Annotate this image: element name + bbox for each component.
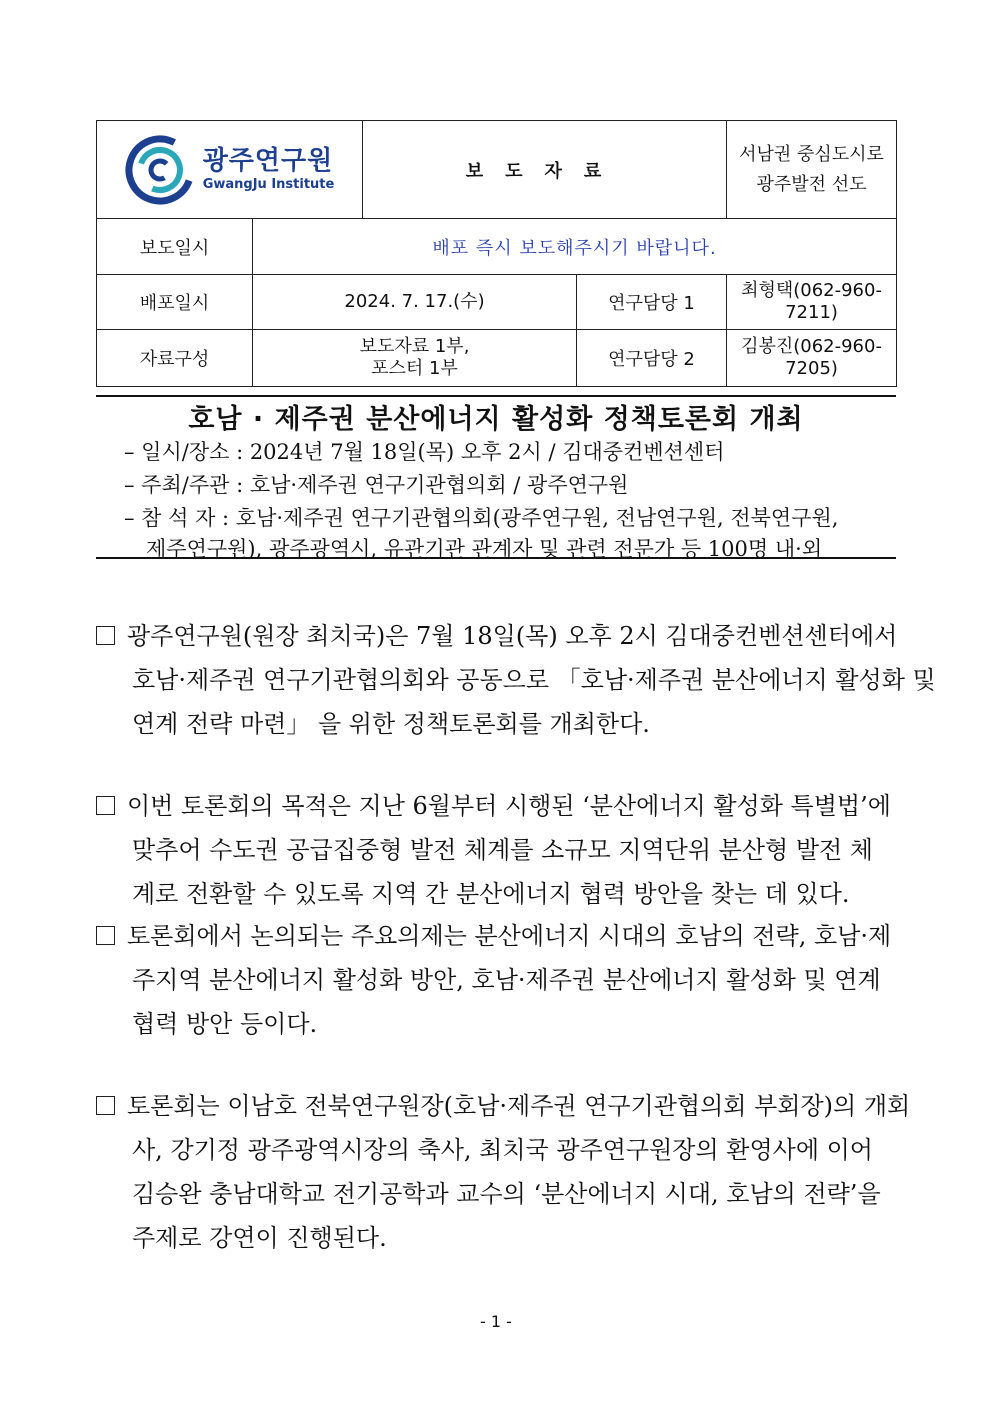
info-line-attendees: – 참 석 자 : 호남·제주권 연구기관협의회(광주연구원, 전남연구원, 전북연구원, bbox=[124, 506, 839, 530]
info-line-schedule: – 일시/장소 : 2024년 7월 18일(목) 오후 2시 / 김대중컨벤션센터 bbox=[124, 440, 725, 464]
material-composition-label: 자료구성 bbox=[97, 330, 253, 387]
distribution-date-value: 2024. 7. 17.(수) bbox=[253, 275, 577, 330]
report-date-value: 배포 즉시 보도해주시기 바랍니다. bbox=[253, 219, 897, 275]
bullet-box-icon bbox=[96, 796, 115, 815]
paragraph-3 bbox=[96, 914, 896, 1046]
slogan-line-1: 서남권 중심도시로 bbox=[739, 143, 884, 165]
paragraph-line: 맞추어 수도권 공급집중형 발전 체계를 소규모 지역단위 분산형 발전 체 bbox=[132, 836, 873, 864]
gwangju-institute-logo-icon bbox=[125, 135, 195, 205]
headline: 호남 · 제주권 분산에너지 활성화 정책토론회 개최 bbox=[188, 404, 804, 435]
paragraph-line: 협력 방안 등이다. bbox=[132, 1010, 318, 1038]
researcher-2-label: 연구담당 2 bbox=[577, 330, 727, 387]
document-type-title: 보도자료 bbox=[363, 121, 727, 219]
paragraph-line: 토론회에서 논의되는 주요의제는 분산에너지 시대의 호남의 전략, 호남·제 bbox=[127, 922, 892, 950]
material-line-2: 포스터 1부 bbox=[371, 358, 458, 379]
paragraph-line: 광주연구원(원장 최치국)은 7월 18일(목) 오후 2시 김대중컨벤션센터에서 bbox=[127, 622, 898, 650]
report-date-label: 보도일시 bbox=[97, 219, 253, 275]
researcher-1-value: 최형택(062-960-7211) bbox=[727, 275, 897, 330]
slogan bbox=[727, 121, 897, 219]
bullet-box-icon bbox=[96, 926, 115, 945]
paragraph-line: 주지역 분산에너지 활성화 방안, 호남·제주권 분산에너지 활성화 및 연계 bbox=[132, 966, 881, 994]
info-line-attendees-cont: 제주연구원), 광주광역시, 유관기관 관계자 및 관련 전문가 등 100명 내·외 bbox=[146, 537, 823, 561]
bullet-box-icon bbox=[96, 626, 115, 645]
page-number: - 1 - bbox=[480, 1312, 512, 1331]
paragraph-line: 연계 전략 마련」 을 위한 정책토론회를 개최한다. bbox=[132, 710, 650, 738]
paragraph-line: 계로 전환할 수 있도록 지역 간 분산에너지 협력 방안을 찾는 데 있다. bbox=[132, 880, 850, 908]
bullet-box-icon bbox=[96, 1096, 115, 1115]
press-header-table bbox=[96, 120, 897, 387]
researcher-2-value: 김봉진(062-960-7205) bbox=[727, 330, 897, 387]
logo bbox=[97, 135, 362, 205]
slogan-line-2: 광주발전 선도 bbox=[756, 173, 867, 195]
material-composition-value bbox=[253, 330, 577, 387]
paragraph-line: 사, 강기정 광주광역시장의 축사, 최치국 광주연구원장의 환영사에 이어 bbox=[132, 1136, 873, 1164]
logo-english-name: GwangJu Institute bbox=[202, 177, 335, 193]
paragraph-line: 김승완 충남대학교 전기공학과 교수의 ‘분산에너지 시대, 호남의 전략’을 bbox=[132, 1180, 881, 1208]
logo-korean-name: 광주연구원 bbox=[202, 145, 334, 176]
distribution-date-label: 배포일시 bbox=[97, 275, 253, 330]
paragraph-1 bbox=[96, 614, 936, 746]
material-line-1: 보도자료 1부, bbox=[359, 336, 470, 357]
paragraph-line: 주제로 강연이 진행된다. bbox=[132, 1224, 387, 1252]
paragraph-line: 토론회는 이남호 전북연구원장(호남·제주권 연구기관협의회 부회장)의 개회 bbox=[127, 1092, 911, 1120]
paragraph-2 bbox=[96, 784, 896, 916]
paragraph-line: 이번 토론회의 목적은 지난 6월부터 시행된 ‘분산에너지 활성화 특별법’에 bbox=[127, 792, 891, 820]
logo-cell bbox=[97, 121, 363, 219]
paragraph-4 bbox=[96, 1084, 911, 1260]
paragraph-line: 호남·제주권 연구기관협의회와 공동으로 「호남·제주권 분산에너지 활성화 및 bbox=[132, 666, 936, 694]
info-line-host: – 주최/주관 : 호남·제주권 연구기관협의회 / 광주연구원 bbox=[124, 473, 629, 497]
researcher-1-label: 연구담당 1 bbox=[577, 275, 727, 330]
headline-bottom-rule bbox=[96, 557, 896, 559]
